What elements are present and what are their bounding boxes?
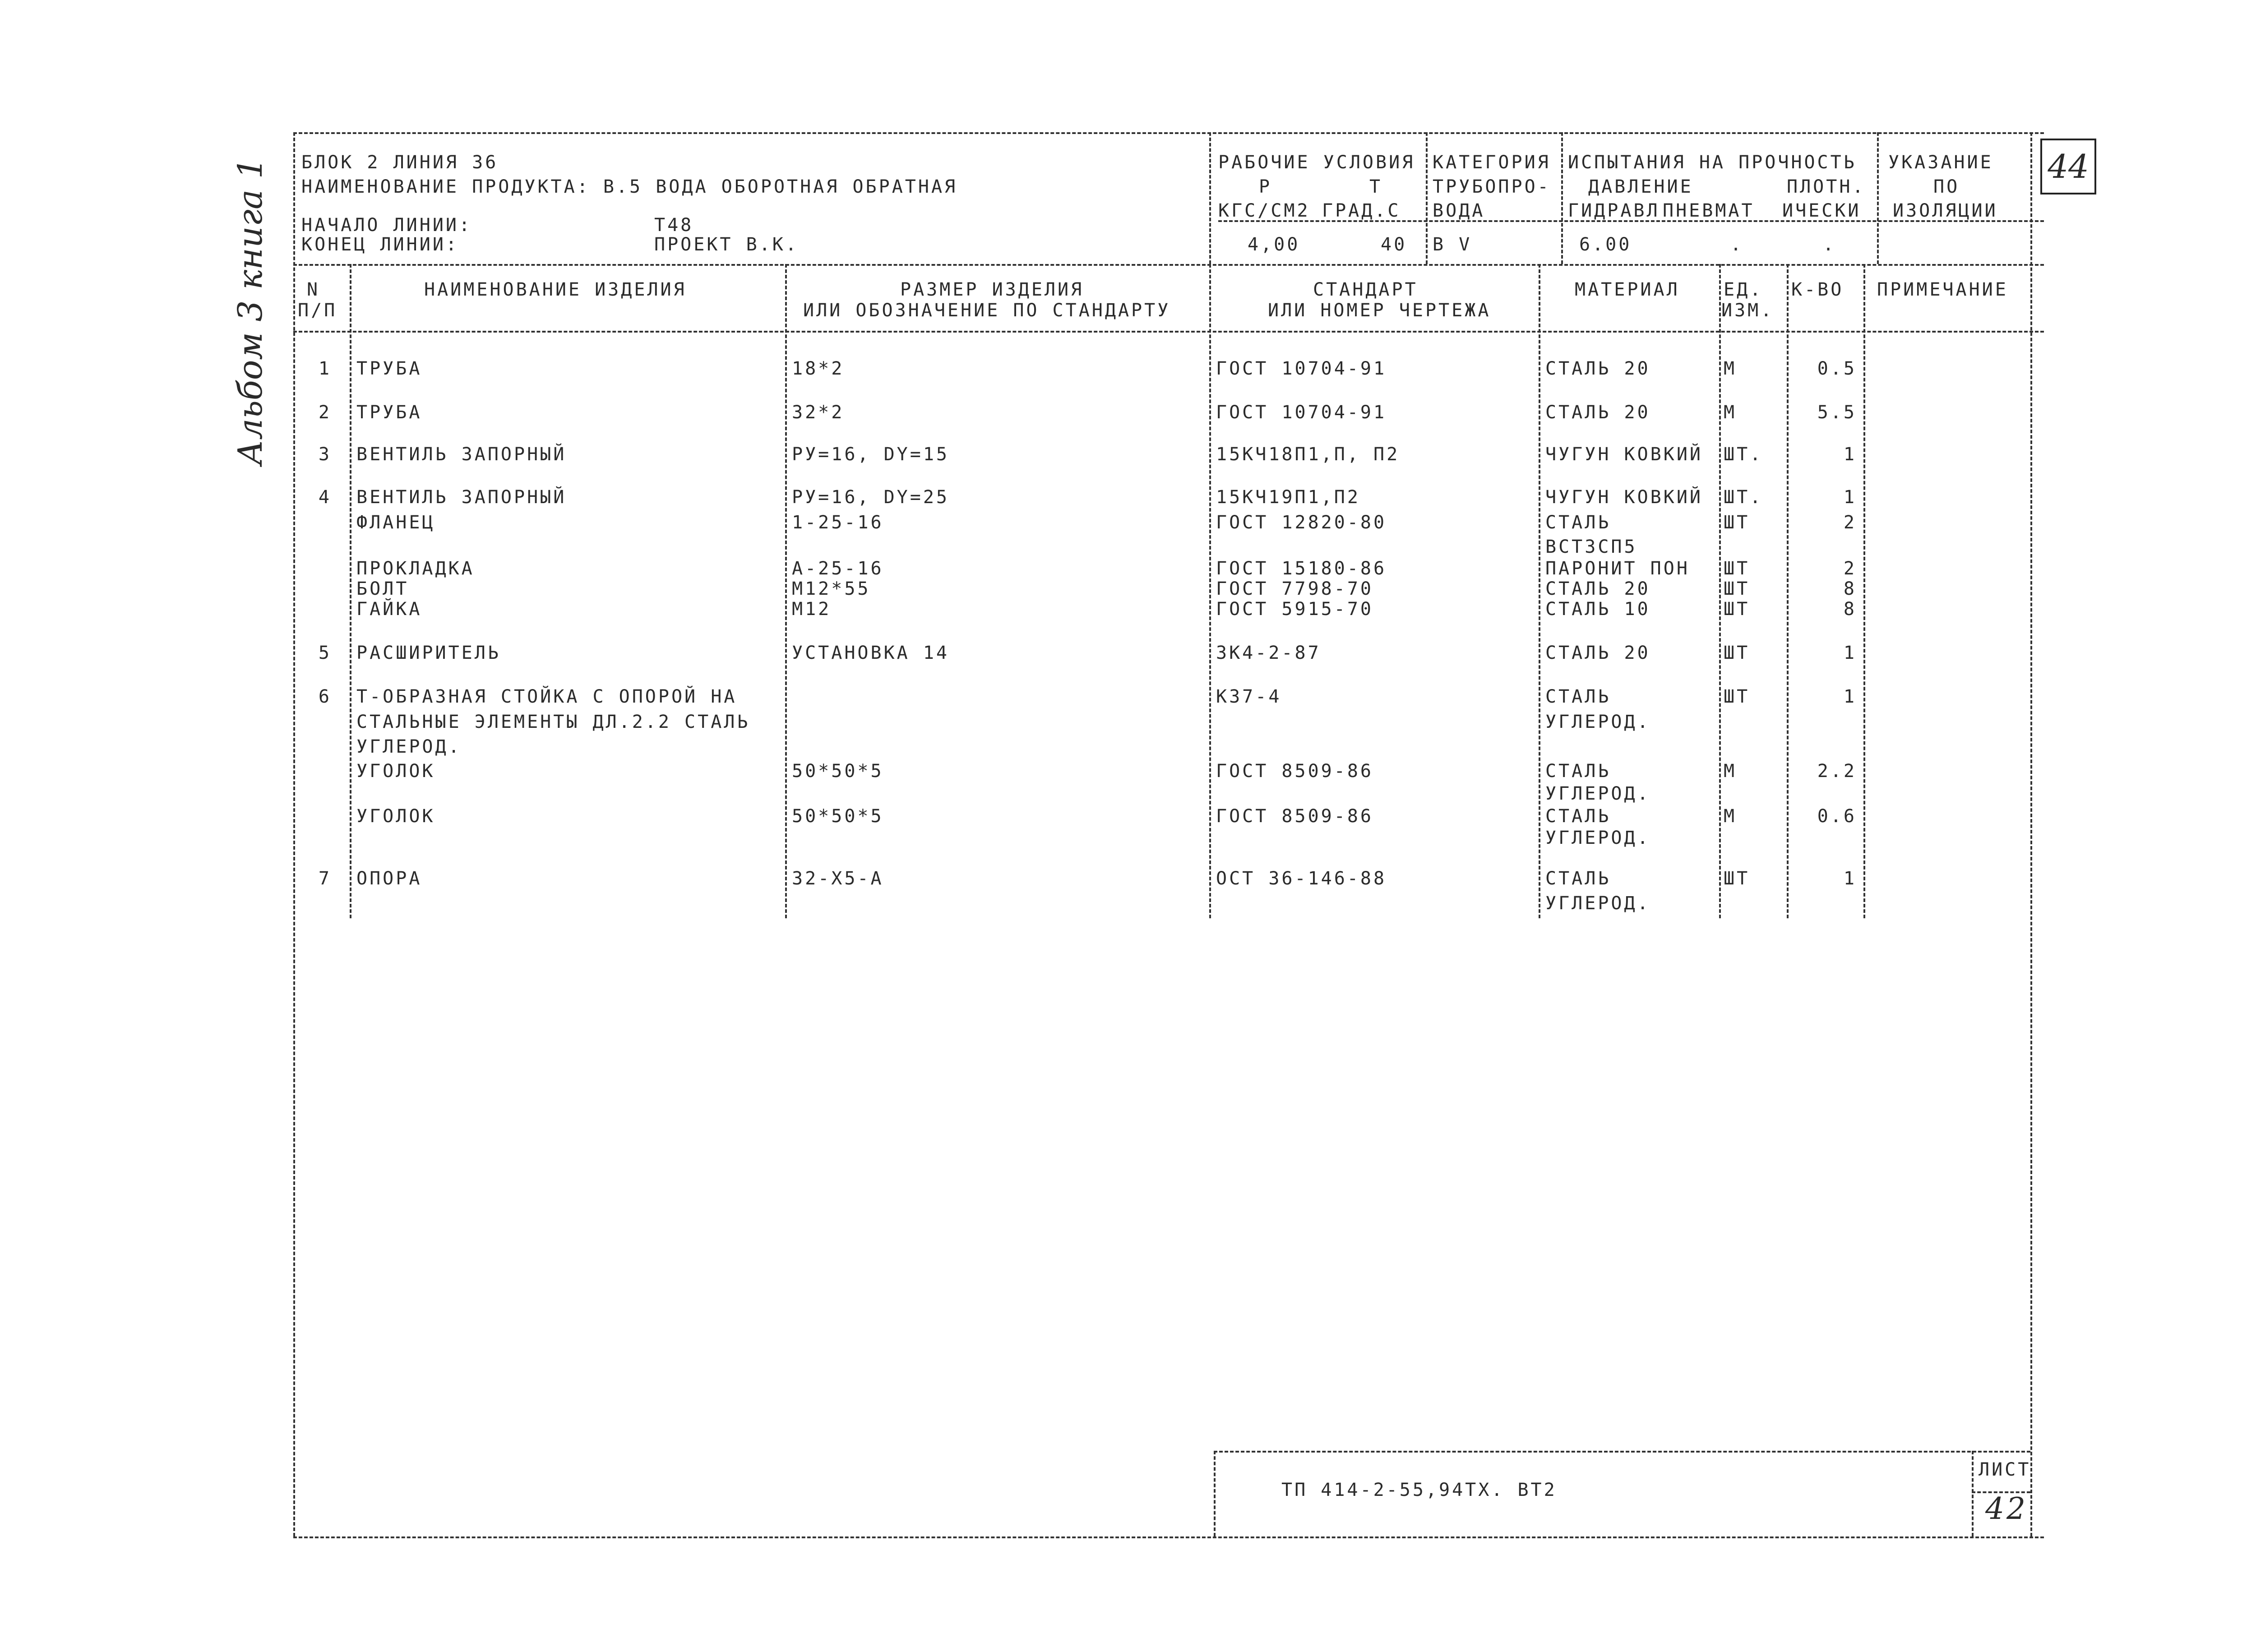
- cell-std: ГОСТ 10704-91: [1216, 358, 1387, 379]
- line-start-label: НАЧАЛО ЛИНИИ:: [301, 215, 472, 236]
- cell-qty: 8: [1843, 599, 1857, 620]
- cell-unit: ШТ: [1724, 643, 1750, 663]
- cell-std: 15КЧ19П1,П2: [1216, 487, 1360, 508]
- category-label-2: ТРУБОПРО-: [1433, 176, 1551, 197]
- cell-unit: ШТ: [1724, 868, 1750, 889]
- cell-size: 32-Х5-А: [792, 868, 884, 889]
- cell-n: 3: [318, 444, 332, 465]
- cell-size: А-25-16: [792, 558, 884, 579]
- block-line: БЛОК 2 ЛИНИЯ 36: [301, 152, 499, 173]
- cell-unit: ШТ.: [1724, 444, 1763, 465]
- cell-mat: СТАЛЬ: [1545, 512, 1611, 533]
- sheet-label: ЛИСТ: [1979, 1459, 2031, 1480]
- cell-mat: УГЛЕРОД.: [1545, 783, 1650, 804]
- cell-size: 18*2: [792, 358, 845, 379]
- cell-std: ГОСТ 12820-80: [1216, 512, 1387, 533]
- cell-unit: ШТ: [1724, 686, 1750, 707]
- pneumatic-value: .: [1730, 234, 1744, 255]
- cell-name: БОЛТ: [356, 578, 409, 599]
- density-label-2: ИЧЕСКИ: [1782, 200, 1861, 221]
- cell-mat: ПАРОНИТ ПОН: [1545, 558, 1690, 579]
- cell-mat: ЧУГУН КОВКИЙ: [1545, 487, 1703, 508]
- cell-name: Т-ОБРАЗНАЯ СТОЙКА С ОПОРОЙ НА: [356, 686, 737, 707]
- cell-name: СТАЛЬНЫЕ ЭЛЕМЕНТЫ ДЛ.2.2 СТАЛЬ: [356, 712, 750, 732]
- cell-qty: 2: [1843, 558, 1857, 579]
- temperature-label: Т: [1369, 176, 1383, 197]
- cell-unit: М: [1724, 358, 1737, 379]
- col-name-header: НАИМЕНОВАНИЕ ИЗДЕЛИЯ: [424, 279, 687, 300]
- tests-pressure-label: ДАВЛЕНИЕ: [1588, 176, 1693, 197]
- cell-n: 5: [318, 643, 332, 663]
- col-size-header-1: РАЗМЕР ИЗДЕЛИЯ: [900, 279, 1084, 300]
- cell-name: УГОЛОК: [356, 761, 435, 782]
- insulation-label-1: УКАЗАНИЕ: [1888, 152, 1993, 173]
- cell-mat: СТАЛЬ 20: [1545, 358, 1650, 379]
- cell-mat: СТАЛЬ: [1545, 761, 1611, 782]
- cell-mat: СТАЛЬ: [1545, 806, 1611, 827]
- col-unit-header-2: ИЗМ.: [1721, 300, 1774, 321]
- cell-std: ГОСТ 10704-91: [1216, 402, 1387, 423]
- cell-qty: 2: [1843, 512, 1857, 533]
- cell-mat: СТАЛЬ: [1545, 686, 1611, 707]
- cell-unit: ШТ: [1724, 578, 1750, 599]
- cell-std: ГОСТ 5915-70: [1216, 599, 1373, 620]
- tests-pneumatic-label: ПНЕВМАТ: [1663, 200, 1755, 221]
- cell-std: К37-4: [1216, 686, 1282, 707]
- cell-n: 4: [318, 487, 332, 508]
- cell-mat: УГЛЕРОД.: [1545, 893, 1650, 914]
- cell-mat: ЧУГУН КОВКИЙ: [1545, 444, 1703, 465]
- cell-n: 2: [318, 402, 332, 423]
- cell-qty: 8: [1843, 578, 1857, 599]
- tests-label: ИСПЫТАНИЯ НА ПРОЧНОСТЬ: [1568, 152, 1857, 173]
- density-value: .: [1823, 234, 1836, 255]
- cell-unit: ШТ: [1724, 558, 1750, 579]
- cell-mat: УГЛЕРОД.: [1545, 712, 1650, 732]
- cell-size: 1-25-16: [792, 512, 884, 533]
- cell-unit: ШТ: [1724, 512, 1750, 533]
- col-std-header-2: ИЛИ НОМЕР ЧЕРТЕЖА: [1268, 300, 1491, 321]
- cell-n: 6: [318, 686, 332, 707]
- cell-std: ГОСТ 8509-86: [1216, 806, 1373, 827]
- cell-mat: СТАЛЬ 20: [1545, 643, 1650, 663]
- cell-name: ОПОРА: [356, 868, 422, 889]
- cell-std: ГОСТ 8509-86: [1216, 761, 1373, 782]
- temperature-value: 40: [1381, 234, 1407, 255]
- cell-qty: 1: [1843, 868, 1857, 889]
- col-num-2: П/П: [298, 300, 337, 321]
- cell-name: ВЕНТИЛЬ ЗАПОРНЫЙ: [356, 487, 567, 508]
- corner-number: 44: [2048, 148, 2089, 185]
- cell-qty: 1: [1843, 643, 1857, 663]
- cell-name: УГЛЕРОД.: [356, 736, 462, 757]
- cell-name: УГОЛОК: [356, 806, 435, 827]
- insulation-label-3: ИЗОЛЯЦИИ: [1893, 200, 1998, 221]
- cell-size: УСТАНОВКА 14: [792, 643, 949, 663]
- cell-mat: СТАЛЬ: [1545, 868, 1611, 889]
- cell-qty: 0.5: [1817, 358, 1857, 379]
- cell-qty: 1: [1843, 487, 1857, 508]
- cell-name: ГАЙКА: [356, 599, 422, 620]
- cell-name: ФЛАНЕЦ: [356, 512, 435, 533]
- cell-mat: СТАЛЬ 20: [1545, 578, 1650, 599]
- cell-mat: СТАЛЬ 20: [1545, 402, 1650, 423]
- work-conditions-label: РАБОЧИЕ УСЛОВИЯ: [1218, 152, 1415, 173]
- col-note-header: ПРИМЕЧАНИЕ: [1877, 279, 2008, 300]
- category-label-3: ВОДА: [1433, 200, 1485, 221]
- cell-qty: 5.5: [1817, 402, 1857, 423]
- pressure-value: 4,00: [1248, 234, 1300, 255]
- cell-unit: М: [1724, 402, 1737, 423]
- cell-mat: УГЛЕРОД.: [1545, 828, 1650, 848]
- cell-mat: СТАЛЬ 10: [1545, 599, 1650, 620]
- cell-unit: М: [1724, 806, 1737, 827]
- cell-std: ГОСТ 7798-70: [1216, 578, 1373, 599]
- cell-size: РУ=16, DY=25: [792, 487, 949, 508]
- margin-note: Альбом 3 книга 1: [231, 157, 270, 465]
- product-name: НАИМЕНОВАНИЕ ПРОДУКТА: В.5 ВОДА ОБОРОТНАЯ ОБРАТНАЯ: [301, 176, 958, 197]
- temperature-unit: ГРАД.С: [1322, 200, 1401, 221]
- cell-size: М12*55: [792, 578, 871, 599]
- document-code: ТП 414-2-55,94ТХ. ВТ2: [1281, 1480, 1557, 1500]
- cell-n: 7: [318, 868, 332, 889]
- line-start-value: Т48: [654, 215, 694, 236]
- col-qty-header: К-ВО: [1791, 279, 1844, 300]
- cell-std: ОСТ 36-146-88: [1216, 868, 1387, 889]
- corner-number-box: [2040, 139, 2096, 194]
- cell-size: М12: [792, 599, 832, 620]
- category-label-1: КАТЕГОРИЯ: [1433, 152, 1551, 173]
- insulation-label-2: ПО: [1933, 176, 1960, 197]
- cell-size: 50*50*5: [792, 806, 884, 827]
- cell-qty: 1: [1843, 686, 1857, 707]
- cell-n: 1: [318, 358, 332, 379]
- cell-qty: 1: [1843, 444, 1857, 465]
- pressure-unit: КГС/СМ2: [1218, 200, 1310, 221]
- cell-name: ТРУБА: [356, 358, 422, 379]
- cell-mat: ВСТ3СП5: [1545, 537, 1637, 557]
- pressure-label: Р: [1259, 176, 1272, 197]
- test-pressure-value: 6.00: [1579, 234, 1632, 255]
- line-end-value: ПРОЕКТ В.К.: [654, 234, 799, 255]
- tests-hydraulic-label: ГИДРАВЛ: [1568, 200, 1660, 221]
- cell-unit: ШТ.: [1724, 487, 1763, 508]
- col-size-header-2: ИЛИ ОБОЗНАЧЕНИЕ ПО СТАНДАРТУ: [803, 300, 1171, 321]
- cell-unit: ШТ: [1724, 599, 1750, 620]
- cell-size: 50*50*5: [792, 761, 884, 782]
- cell-name: РАСШИРИТЕЛЬ: [356, 643, 501, 663]
- cell-qty: 0.6: [1817, 806, 1857, 827]
- cell-unit: М: [1724, 761, 1737, 782]
- col-material-header: МАТЕРИАЛ: [1575, 279, 1680, 300]
- category-value: В V: [1433, 234, 1472, 255]
- density-label: ПЛОТН.: [1787, 176, 1866, 197]
- cell-name: ТРУБА: [356, 402, 422, 423]
- col-num-1: N: [307, 279, 320, 300]
- cell-size: 32*2: [792, 402, 845, 423]
- cell-std: 15КЧ18П1,П, П2: [1216, 444, 1400, 465]
- cell-size: РУ=16, DY=15: [792, 444, 949, 465]
- cell-qty: 2.2: [1817, 761, 1857, 782]
- cell-name: ВЕНТИЛЬ ЗАПОРНЫЙ: [356, 444, 567, 465]
- col-unit-header-1: ЕД.: [1724, 279, 1763, 300]
- cell-name: ПРОКЛАДКА: [356, 558, 475, 579]
- cell-std: ГОСТ 15180-86: [1216, 558, 1387, 579]
- col-std-header-1: СТАНДАРТ: [1313, 279, 1418, 300]
- sheet-number: 42: [1985, 1491, 2028, 1526]
- line-end-label: КОНЕЦ ЛИНИИ:: [301, 234, 459, 255]
- cell-std: 3К4-2-87: [1216, 643, 1321, 663]
